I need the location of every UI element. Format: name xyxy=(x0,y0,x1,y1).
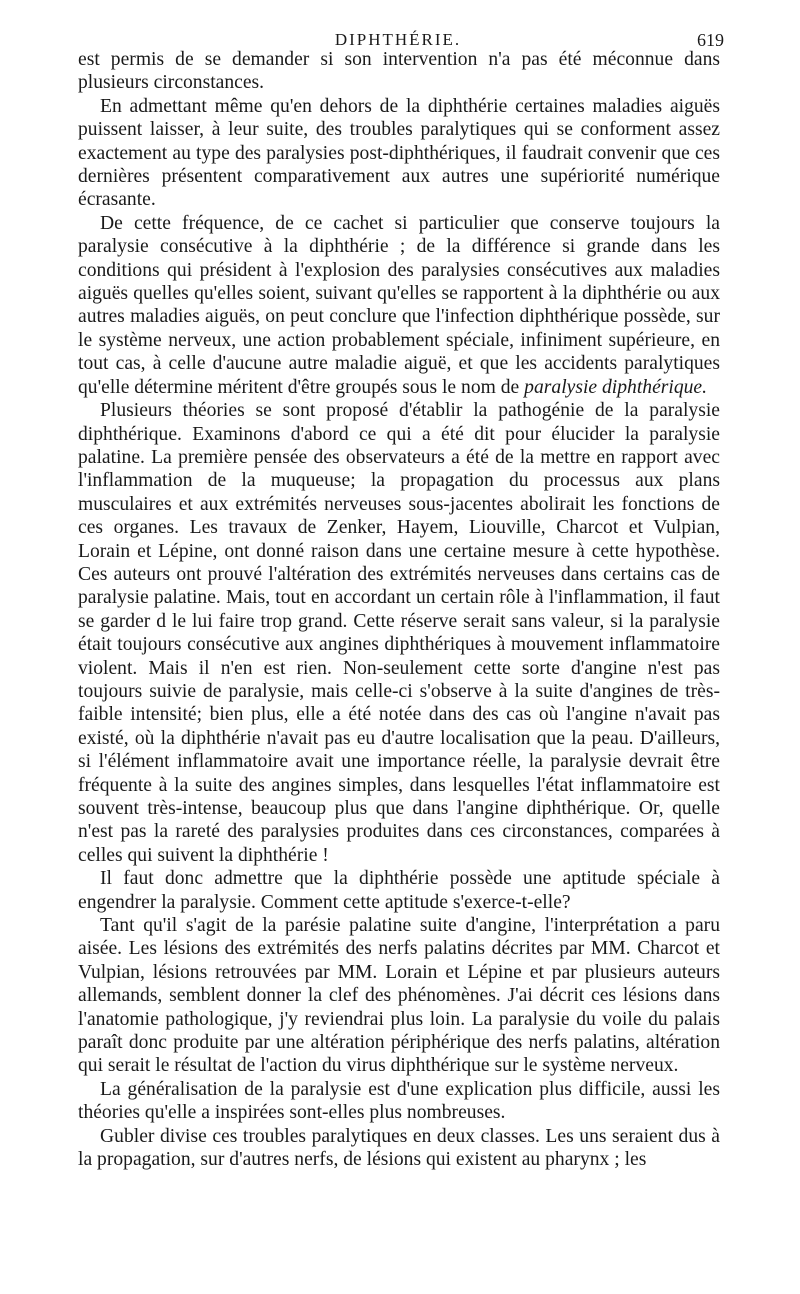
page-body xyxy=(78,48,720,1172)
paragraph-5: Il faut donc admettre que la diphthérie possède une aptitude spéciale à engendrer la paralysie. Comment cette aptitude s'exerce-t-elle? xyxy=(78,868,720,913)
paragraph-3 xyxy=(78,212,720,399)
paragraph-2: En admettant même qu'en dehors de la diphthérie certaines maladies aiguës puissent laisser, à leur suite, des troubles paralytiques qui se conforment assez exactement au type des paralysies post-diphthériques, il faudrait convenir que ces dernières présentent comparativement aux autres une supériorité numérique écrasante. xyxy=(78,95,720,211)
page-number: 619 xyxy=(697,30,724,50)
paragraph-3-text: De cette fréquence, de ce cachet si particulier que conserve toujours la paralysie consécutive à la diphthérie ; de la différence si grande dans les conditions qui président à l'explosion des paralysies consécutives aux maladies aiguës quelles qu'elles soient, suivant qu'elles se rapportent à la diphthérie ou aux autres maladies aiguës, on peut conclure que l'infection diphthérique possède, sur le système nerveux, une action probablement spéciale, infiniment supérieure, en tout cas, à celle d'aucune autre maladie aiguë, et que les accidents paralytiques qu'elle détermine méritent d'être groupés sous le nom de xyxy=(78,212,720,398)
paragraph-7: La généralisation de la paralysie est d'une explication plus difficile, aussi les théories qu'elle a inspirées sont-elles plus nombreuses. xyxy=(78,1078,720,1124)
paragraph-6: Tant qu'il s'agit de la parésie palatine suite d'angine, l'interprétation a paru aisée. Les lésions des extrémités des nerfs palatins décrites par MM. Charcot et Vulpian, lésions retrouvées par MM. Lorain et Lépine et par plusieurs auteurs allemands, semblent donner la clef des phénomènes. J'ai décrit ces lésions dans l'anatomie pathologique, j'y reviendrai plus loin. La paralysie du voile du palais paraît donc produite par une altération périphérique des nerfs palatins, altération qui serait le résultat de l'action du virus diphthérique sur le système nerveux. xyxy=(78,915,720,1077)
italic-term: paralysie diphthérique. xyxy=(524,376,708,398)
running-title: DIPHTHÉRIE. xyxy=(334,30,462,49)
paragraph-1: est permis de se demander si son intervention n'a pas été méconnue dans plusieurs circonstances. xyxy=(78,49,720,94)
paragraph-8: Gubler divise ces troubles paralytiques en deux classes. Les uns seraient dus à la propagation, sur d'autres nerfs, de lésions qui existent au pharynx ; les xyxy=(78,1125,720,1171)
paragraph-4: Plusieurs théories se sont proposé d'établir la pathogénie de la paralysie diphthérique. Examinons d'abord ce qui a été dit pour élucider la paralysie palatine. La première pensée des observateurs a été de la mettre en rapport avec l'inflammation de la muqueuse; la propagation du processus aux plans musculaires et aux extrémités nerveuses sous-jacentes abolirait les fonctions de ces organes. Les travaux de Zenker, Hayem, Liouville, Charcot et Vulpian, Lorain et Lépine, ont donné raison dans une certaine mesure à cette hypothèse. Ces auteurs ont prouvé l'altération des extrémités nerveuses dans certains cas de paralysie palatine. Mais, tout en accordant un certain rôle à l'inflammation, il faut se garder d le lui faire trop grand. Cette réserve serait sans valeur, si la paralysie était toujours consécutive aux angines diphthériques à mouvement inflammatoire violent. Mais il n'en est rien. Non-seulement cette sorte d'angine n'est pas toujours suivie de paralysie, mais celle-ci s'observe à la suite d'angines de très-faible intensité; bien plus, elle a été notée dans des cas où l'angine n'avait pas existé, où la diphthérie n'avait pas eu d'autre localisation que la peau. D'ailleurs, si l'élément inflammatoire avait une importance réelle, la paralysie devrait être fréquente à la suite des angines simples, dans lesquelles l'état inflammatoire est souvent très-intense, beaucoup plus que dans l'angine diphthérique. Or, quelle n'est pas la rareté des paralysies produites dans ces circonstances, comparées à celles qui suivent la diphthérie ! xyxy=(78,400,720,866)
